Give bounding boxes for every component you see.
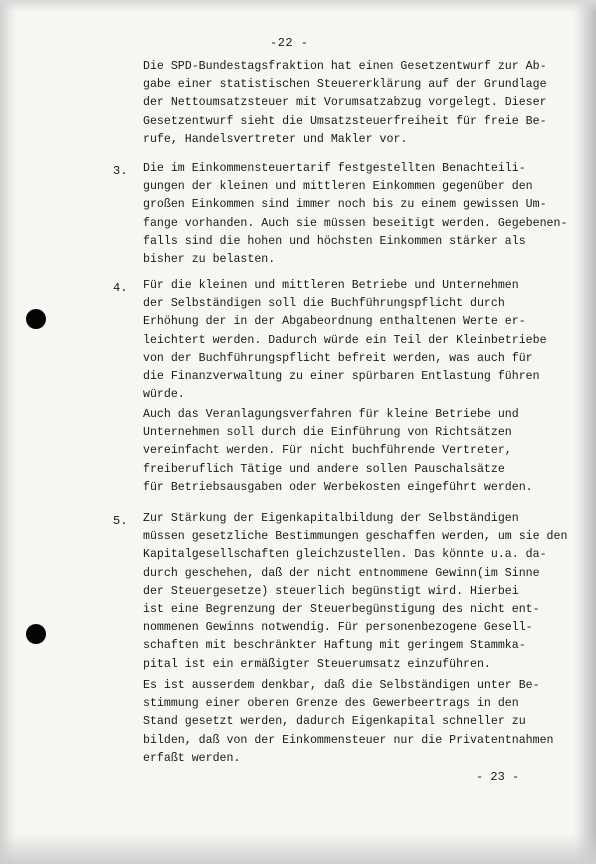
text-line: gabe einer statistischen Steuererklärung auf der Grundlage <box>143 78 547 92</box>
item-5-paragraph-2 <box>143 677 554 768</box>
text-line: Die SPD-Bundestagsfraktion hat einen Gesetzentwurf zur Ab- <box>143 60 547 73</box>
text-line: vereinfacht werden. Für nicht buchführende Vertreter, <box>143 444 512 458</box>
text-line: erfaßt werden. <box>143 751 241 765</box>
scan-edge-left <box>0 0 16 864</box>
text-line: pital ist ein ermäßigter Steuerumsatz einzuführen. <box>143 657 491 671</box>
scan-edge-bottom <box>0 834 596 864</box>
text-line: der Nettoumsatzsteuer mit Vorumsatzabzug vorgelegt. Dieser <box>143 96 547 110</box>
text-line: Es ist ausserdem denkbar, daß die Selbständigen unter Be- <box>143 679 540 692</box>
text-line: stimmung einer oberen Grenze des Gewerbeertrags in den <box>143 697 519 711</box>
text-line: großen Einkommen sind immer noch bis zu einem gewissen Um- <box>143 198 547 212</box>
item-number: 3. <box>113 164 128 178</box>
text-line: Unternehmen soll durch die Einführung von Richtsätzen <box>143 426 512 440</box>
text-line: Für die kleinen und mittleren Betriebe und Unternehmen <box>143 279 519 292</box>
text-line: leichtert werden. Dadurch würde ein Teil der Kleinbetriebe <box>143 333 547 347</box>
item-4-paragraph-1 <box>143 277 547 404</box>
text-line: ist eine Begrenzung der Steuerbegünstigung des nicht ent- <box>143 602 540 616</box>
text-line: bilden, daß von der Einkommensteuer nur die Privatentnahmen <box>143 733 554 747</box>
text-line: gungen der kleinen und mittleren Einkommen gegenüber den <box>143 180 533 194</box>
text-line: würde. <box>143 388 185 402</box>
item-number: 5. <box>113 514 128 528</box>
text-line: Zur Stärkung der Eigenkapitalbildung der Selbständigen <box>143 512 519 525</box>
text-line: Gesetzentwurf sieht die Umsatzsteuerfreiheit für freie Be- <box>143 114 547 128</box>
text-line: Kapitalgesellschaften gleichzustellen. Das könnte u.a. da- <box>143 548 547 562</box>
item-number: 4. <box>113 281 128 295</box>
text-line: schaften mit beschränkter Haftung mit geringem Stammka- <box>143 639 526 653</box>
punch-hole-upper <box>26 309 46 329</box>
text-line: müssen gesetzliche Bestimmungen geschaffen werden, um sie den <box>143 530 568 544</box>
text-line: für Betriebsausgaben oder Werbekosten eingeführt werden. <box>143 480 533 494</box>
item-4-paragraph-2 <box>143 406 533 497</box>
text-line: freiberuflich Tätige und andere sollen Pauschalsätze <box>143 462 505 476</box>
text-line: rufe, Handelsvertreter und Makler vor. <box>143 132 408 146</box>
intro-paragraph <box>143 58 547 149</box>
text-line: nommenen Gewinns notwendig. Für personenbezogene Gesell- <box>143 621 533 635</box>
text-line: von der Buchführungspflicht befreit werden, was auch für <box>143 351 533 365</box>
scan-edge-top <box>0 0 596 12</box>
text-line: bisher zu belasten. <box>143 252 276 266</box>
next-page-marker: - 23 - <box>476 770 520 784</box>
text-line: falls sind die hohen und höchsten Einkommen stärker als <box>143 234 526 248</box>
punch-hole-lower <box>26 624 46 644</box>
text-line: fange vorhanden. Auch sie müssen beseitigt werden. Gegebenen- <box>143 216 568 230</box>
text-line: durch geschehen, daß der nicht entnommene Gewinn(im Sinne <box>143 566 540 580</box>
text-line: der Selbständigen soll die Buchführungspflicht durch <box>143 297 505 311</box>
item-5-paragraph-1 <box>143 510 567 674</box>
page-number: -22 - <box>270 36 309 50</box>
text-line: Erhöhung der in der Abgabeordnung enthaltenen Werte er- <box>143 315 526 329</box>
text-line: der Steuergesetze) steuerlich begünstigt wird. Hierbei <box>143 584 519 598</box>
text-line: Stand gesetzt werden, dadurch Eigenkapital schneller zu <box>143 715 526 729</box>
text-line: Auch das Veranlagungsverfahren für kleine Betriebe und <box>143 408 519 421</box>
item-3-paragraph <box>143 160 567 269</box>
text-line: die Finanzverwaltung zu einer spürbaren Entlastung führen <box>143 369 540 383</box>
text-line: Die im Einkommensteuertarif festgestellten Benachteili- <box>143 162 526 175</box>
scan-edge-right <box>574 0 596 864</box>
